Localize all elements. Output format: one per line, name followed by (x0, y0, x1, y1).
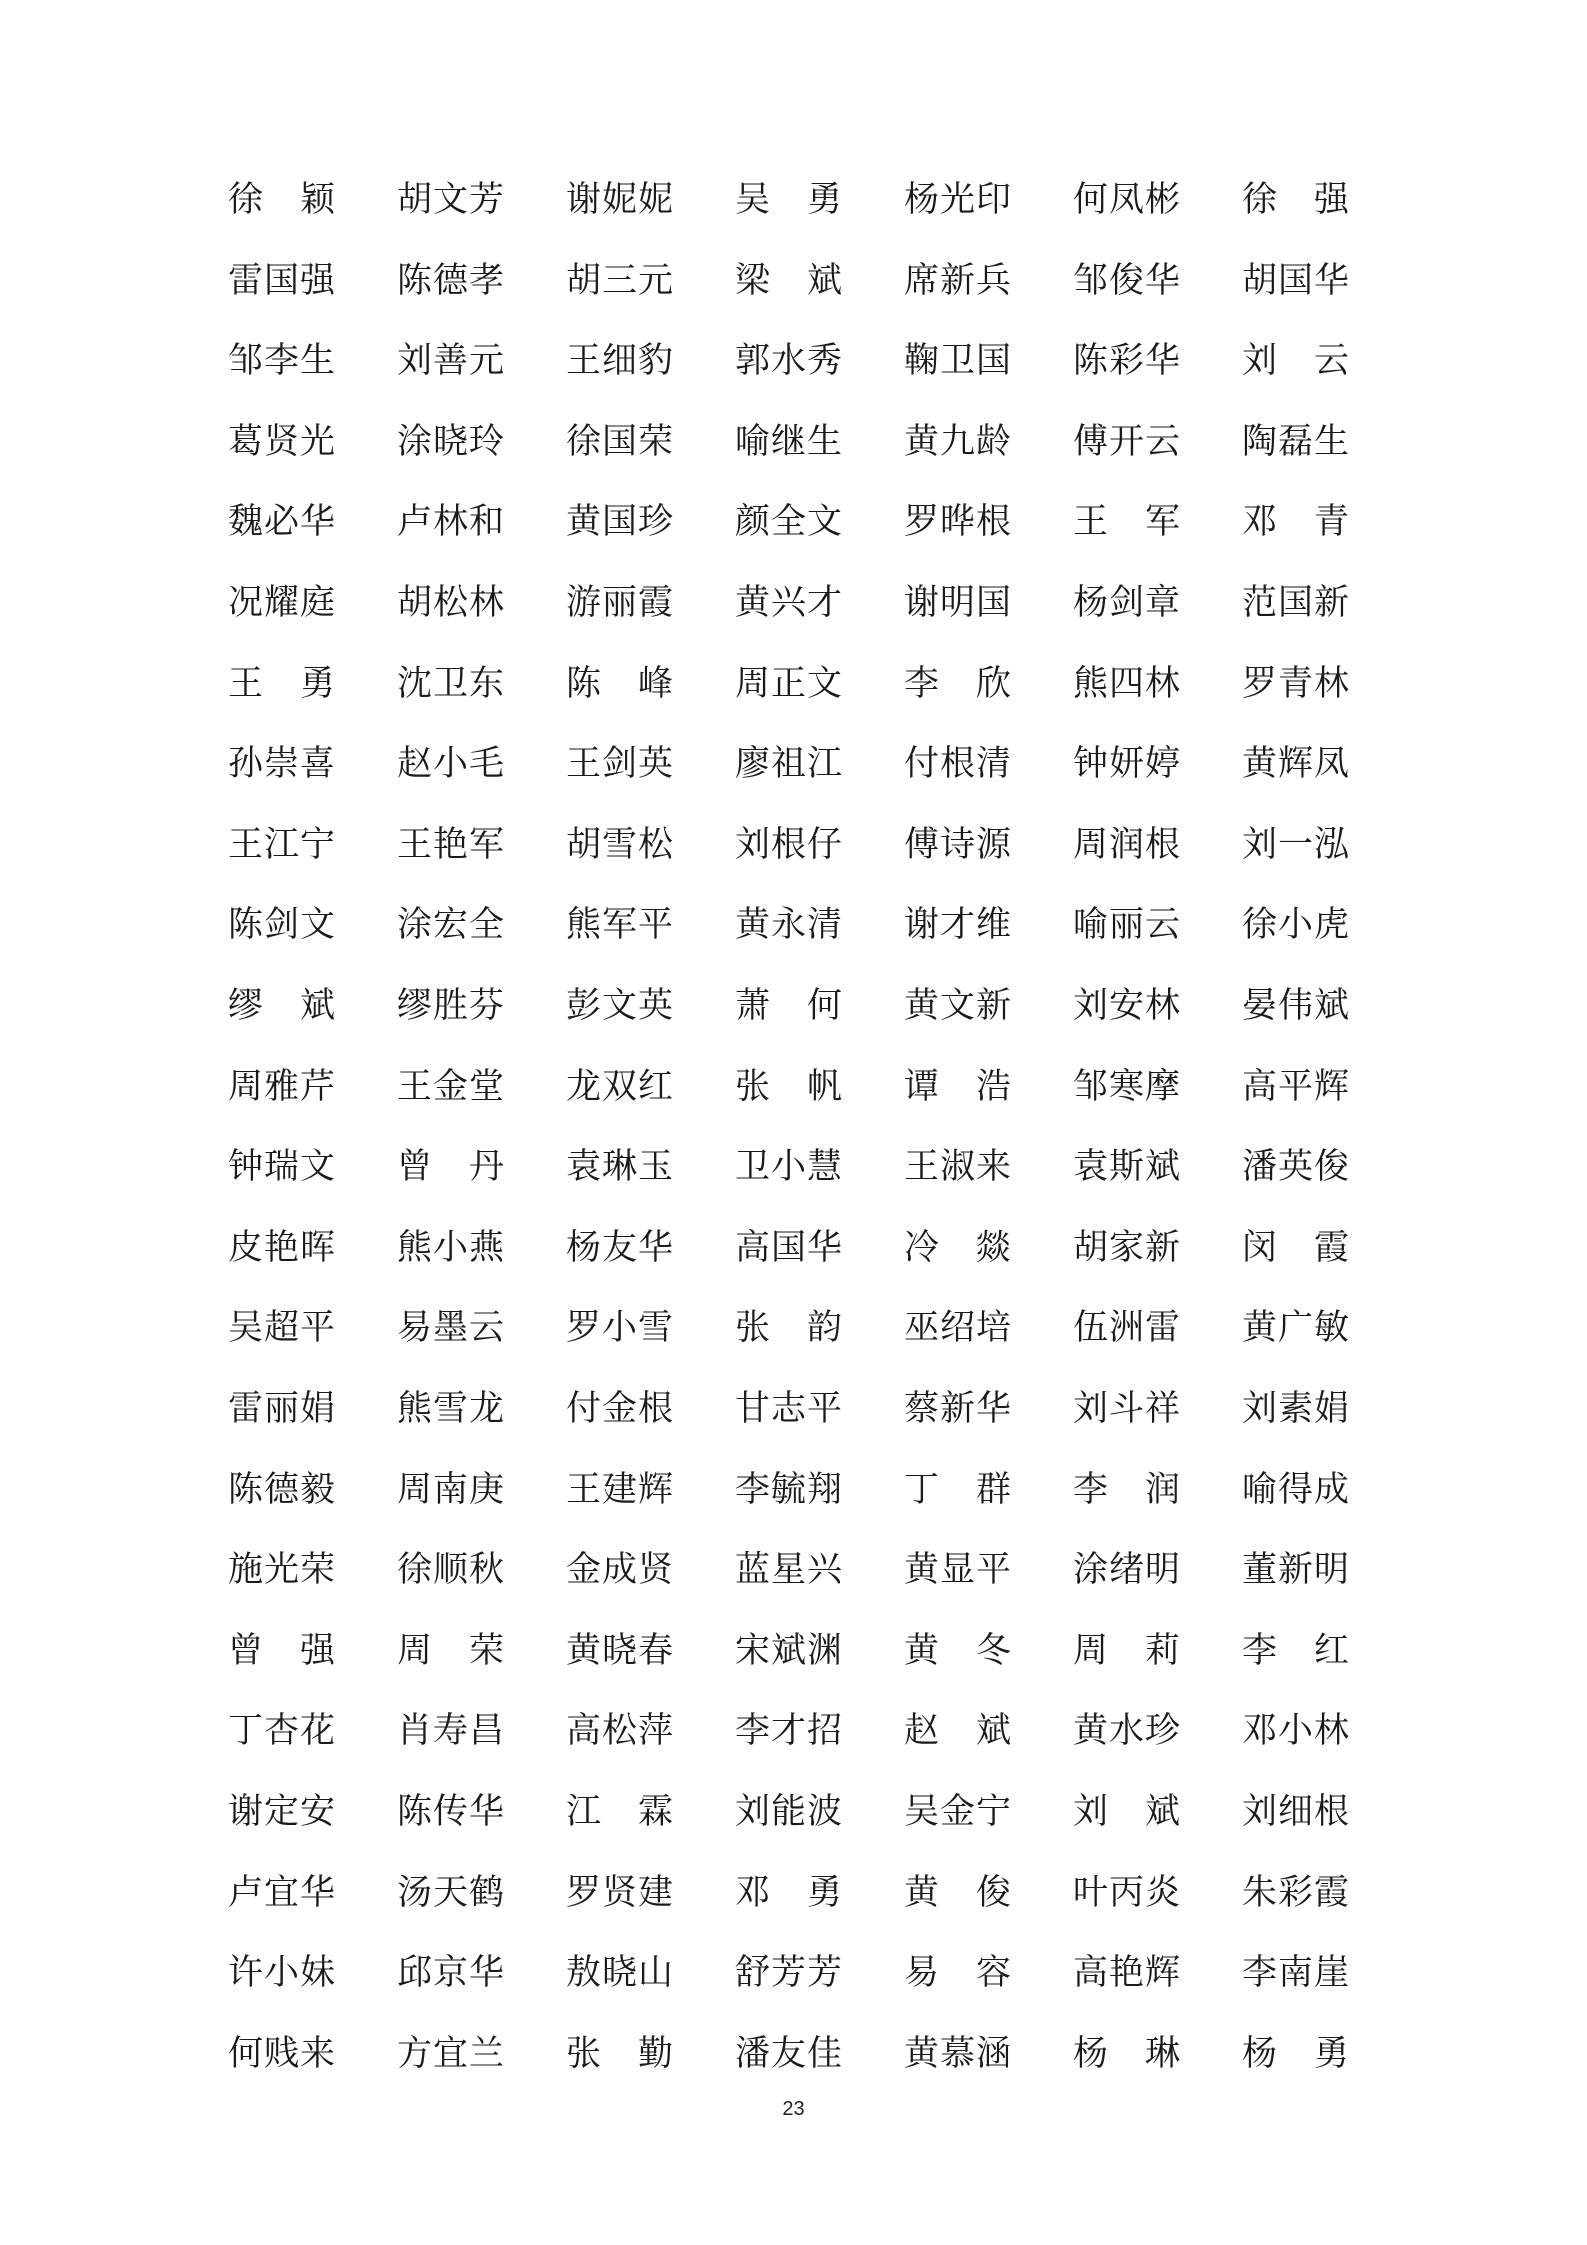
name-cell: 徐小虎 (1242, 905, 1351, 946)
name-cell: 黄 冬 (904, 1630, 1013, 1671)
name-cell: 李才招 (735, 1711, 844, 1752)
name-cell: 高艳辉 (1073, 1953, 1182, 1994)
name-cell: 胡松林 (397, 583, 506, 623)
name-row (0, 170, 1587, 230)
name-cell: 喻继生 (735, 421, 844, 462)
name-cell: 刘一泓 (1242, 824, 1351, 865)
name-cell: 缪 斌 (228, 986, 337, 1026)
name-cell: 周润根 (1073, 824, 1182, 865)
name-cell: 熊军平 (566, 905, 675, 946)
name-cell: 徐 颖 (228, 180, 337, 220)
name-cell: 肖寿昌 (397, 1711, 506, 1752)
name-cell: 谢定安 (228, 1792, 337, 1832)
name-cell: 陈剑文 (228, 905, 337, 946)
name-cell: 皮艳晖 (228, 1227, 337, 1268)
name-cell: 熊小燕 (397, 1227, 506, 1268)
name-cell: 黄 俊 (904, 1872, 1013, 1913)
name-cell: 何贱来 (228, 2033, 337, 2074)
name-cell: 涂晓玲 (397, 421, 506, 462)
name-row (0, 1943, 1587, 2003)
name-cell: 刘 斌 (1073, 1792, 1182, 1832)
name-cell: 徐顺秋 (397, 1550, 506, 1591)
name-cell: 何凤彬 (1073, 180, 1182, 220)
name-cell: 胡家新 (1073, 1227, 1182, 1268)
name-cell: 邓 青 (1242, 502, 1351, 543)
name-cell: 罗晔根 (904, 502, 1013, 543)
name-cell: 谢妮妮 (566, 180, 675, 220)
page-number: 23 (782, 2098, 805, 2120)
name-cell: 黄永清 (735, 905, 844, 946)
name-cell: 王金堂 (397, 1066, 506, 1107)
name-cell: 闵 霞 (1242, 1227, 1351, 1268)
name-cell: 葛贤光 (228, 421, 337, 462)
name-cell: 潘友佳 (735, 2033, 844, 2074)
name-cell: 廖祖江 (735, 744, 844, 785)
name-cell: 张 勤 (566, 2033, 675, 2074)
name-cell: 李毓翔 (735, 1469, 844, 1510)
name-cell: 刘善元 (397, 341, 506, 382)
name-cell: 邹李生 (228, 341, 337, 382)
name-row (0, 251, 1587, 311)
name-cell: 董新明 (1242, 1550, 1351, 1591)
name-cell: 朱彩霞 (1242, 1872, 1351, 1913)
name-cell: 席新兵 (904, 260, 1013, 301)
name-cell: 李 润 (1073, 1469, 1182, 1510)
name-cell: 刘斗祥 (1073, 1389, 1182, 1429)
name-cell: 涂绪明 (1073, 1550, 1182, 1591)
name-cell: 赵小毛 (397, 744, 506, 785)
name-cell: 胡三元 (566, 260, 675, 301)
name-cell: 张 韵 (735, 1308, 844, 1349)
name-cell: 曾 强 (228, 1630, 337, 1671)
name-cell: 王细豹 (566, 341, 675, 382)
name-row (0, 1137, 1587, 1197)
name-cell: 汤天鹤 (397, 1872, 506, 1913)
name-cell: 黄九龄 (904, 421, 1013, 462)
name-cell: 邱京华 (397, 1953, 506, 1994)
name-cell: 袁斯斌 (1073, 1147, 1182, 1188)
name-cell: 熊四林 (1073, 663, 1182, 704)
name-cell: 陈德毅 (228, 1469, 337, 1510)
name-cell: 罗青林 (1242, 663, 1351, 704)
name-cell: 雷丽娟 (228, 1389, 337, 1429)
name-cell: 谭 浩 (904, 1066, 1013, 1107)
name-cell: 卫小慧 (735, 1147, 844, 1188)
name-cell: 敖晓山 (566, 1953, 675, 1994)
name-row (0, 1057, 1587, 1117)
name-cell: 孙崇喜 (228, 744, 337, 785)
name-row (0, 331, 1587, 391)
name-cell: 杨光印 (904, 180, 1013, 220)
name-cell: 梁 斌 (735, 260, 844, 301)
name-cell: 钟妍婷 (1073, 744, 1182, 785)
name-cell: 陈传华 (397, 1792, 506, 1832)
name-cell: 彭文英 (566, 986, 675, 1026)
name-row (0, 492, 1587, 552)
name-cell: 谢才维 (904, 905, 1013, 946)
name-cell: 舒芳芳 (735, 1953, 844, 1994)
name-cell: 冷 燚 (904, 1227, 1013, 1268)
name-cell: 况耀庭 (228, 583, 337, 623)
name-cell: 宋斌渊 (735, 1630, 844, 1671)
name-cell: 王淑来 (904, 1147, 1013, 1188)
name-cell: 黄慕涵 (904, 2033, 1013, 2074)
name-cell: 杨 勇 (1242, 2033, 1351, 2074)
name-cell: 熊雪龙 (397, 1389, 506, 1429)
name-cell: 沈卫东 (397, 663, 506, 704)
name-cell: 傅开云 (1073, 421, 1182, 462)
name-cell: 徐国荣 (566, 421, 675, 462)
name-cell: 高平辉 (1242, 1066, 1351, 1107)
name-cell: 伍洲雷 (1073, 1308, 1182, 1349)
name-cell: 邹俊华 (1073, 260, 1182, 301)
name-cell: 高国华 (735, 1227, 844, 1268)
name-cell: 罗小雪 (566, 1308, 675, 1349)
name-row (0, 1379, 1587, 1439)
name-cell: 黄国珍 (566, 502, 675, 543)
name-cell: 范国新 (1242, 583, 1351, 623)
name-cell: 许小妹 (228, 1953, 337, 1994)
name-cell: 邓 勇 (735, 1872, 844, 1913)
name-cell: 刘素娟 (1242, 1389, 1351, 1429)
name-cell: 陈德孝 (397, 260, 506, 301)
name-cell: 黄显平 (904, 1550, 1013, 1591)
name-row (0, 1460, 1587, 1520)
name-cell: 罗贤建 (566, 1872, 675, 1913)
name-cell: 涂宏全 (397, 905, 506, 946)
name-row (0, 976, 1587, 1036)
name-cell: 傅诗源 (904, 824, 1013, 865)
name-cell: 袁琳玉 (566, 1147, 675, 1188)
name-cell: 胡国华 (1242, 260, 1351, 301)
name-cell: 李 红 (1242, 1630, 1351, 1671)
name-cell: 晏伟斌 (1242, 986, 1351, 1026)
name-cell: 萧 何 (735, 986, 844, 1026)
name-cell: 缪胜芬 (397, 986, 506, 1026)
name-row (0, 1621, 1587, 1681)
name-cell: 刘能波 (735, 1792, 844, 1832)
name-cell: 黄兴才 (735, 583, 844, 623)
name-cell: 陈 峰 (566, 663, 675, 704)
name-cell: 李 欣 (904, 663, 1013, 704)
name-cell: 徐 强 (1242, 180, 1351, 220)
name-row (0, 654, 1587, 714)
name-cell: 张 帆 (735, 1066, 844, 1107)
name-cell: 吴超平 (228, 1308, 337, 1349)
name-cell: 卢宜华 (228, 1872, 337, 1913)
name-cell: 胡雪松 (566, 824, 675, 865)
name-cell: 陈彩华 (1073, 341, 1182, 382)
name-cell: 喻丽云 (1073, 905, 1182, 946)
name-row (0, 1540, 1587, 1600)
name-cell: 蔡新华 (904, 1389, 1013, 1429)
name-cell: 杨剑章 (1073, 583, 1182, 623)
name-cell: 付根清 (904, 744, 1013, 785)
name-row (0, 1863, 1587, 1923)
name-row (0, 1782, 1587, 1842)
name-cell: 杨友华 (566, 1227, 675, 1268)
name-cell: 易墨云 (397, 1308, 506, 1349)
name-cell: 周 荣 (397, 1630, 506, 1671)
name-cell: 王建辉 (566, 1469, 675, 1510)
name-cell: 颜全文 (735, 502, 844, 543)
name-cell: 吴 勇 (735, 180, 844, 220)
name-cell: 高松萍 (566, 1711, 675, 1752)
name-cell: 黄广敏 (1242, 1308, 1351, 1349)
name-cell: 游丽霞 (566, 583, 675, 623)
name-cell: 黄辉凤 (1242, 744, 1351, 785)
name-cell: 雷国强 (228, 260, 337, 301)
name-cell: 周 莉 (1073, 1630, 1182, 1671)
name-cell: 潘英俊 (1242, 1147, 1351, 1188)
name-cell: 刘 云 (1242, 341, 1351, 382)
name-cell: 王 勇 (228, 663, 337, 704)
name-cell: 方宜兰 (397, 2033, 506, 2074)
name-cell: 黄晓春 (566, 1630, 675, 1671)
name-cell: 周南庚 (397, 1469, 506, 1510)
name-cell: 邹寒摩 (1073, 1066, 1182, 1107)
name-cell: 刘根仔 (735, 824, 844, 865)
name-cell: 卢林和 (397, 502, 506, 543)
name-row (0, 1218, 1587, 1278)
name-cell: 郭水秀 (735, 341, 844, 382)
name-cell: 黄文新 (904, 986, 1013, 1026)
name-cell: 王 军 (1073, 502, 1182, 543)
name-row (0, 412, 1587, 472)
name-cell: 喻得成 (1242, 1469, 1351, 1510)
name-cell: 付金根 (566, 1389, 675, 1429)
name-cell: 胡文芳 (397, 180, 506, 220)
name-cell: 丁 群 (904, 1469, 1013, 1510)
name-cell: 李南崖 (1242, 1953, 1351, 1994)
name-cell: 蓝星兴 (735, 1550, 844, 1591)
name-cell: 谢明国 (904, 583, 1013, 623)
name-cell: 叶丙炎 (1073, 1872, 1182, 1913)
name-cell: 曾 丹 (397, 1147, 506, 1188)
name-cell: 龙双红 (566, 1066, 675, 1107)
name-cell: 刘安林 (1073, 986, 1182, 1026)
name-cell: 巫绍培 (904, 1308, 1013, 1349)
name-cell: 鞠卫国 (904, 341, 1013, 382)
name-cell: 杨 琳 (1073, 2033, 1182, 2074)
name-cell: 邓小林 (1242, 1711, 1351, 1752)
name-row (0, 1701, 1587, 1761)
name-row (0, 815, 1587, 875)
name-cell: 江 霖 (566, 1792, 675, 1832)
name-cell: 金成贤 (566, 1550, 675, 1591)
name-row (0, 895, 1587, 955)
name-cell: 周雅芹 (228, 1066, 337, 1107)
name-cell: 甘志平 (735, 1389, 844, 1429)
name-cell: 王剑英 (566, 744, 675, 785)
name-cell: 赵 斌 (904, 1711, 1013, 1752)
name-cell: 王江宁 (228, 824, 337, 865)
name-cell: 刘细根 (1242, 1792, 1351, 1832)
name-cell: 魏必华 (228, 502, 337, 543)
name-cell: 黄水珍 (1073, 1711, 1182, 1752)
name-cell: 王艳军 (397, 824, 506, 865)
name-cell: 周正文 (735, 663, 844, 704)
name-row (0, 734, 1587, 794)
name-cell: 丁杏花 (228, 1711, 337, 1752)
name-cell: 钟瑞文 (228, 1147, 337, 1188)
name-row (0, 1298, 1587, 1358)
name-cell: 吴金宁 (904, 1792, 1013, 1832)
name-cell: 陶磊生 (1242, 421, 1351, 462)
name-cell: 易 容 (904, 1953, 1013, 1994)
name-cell: 施光荣 (228, 1550, 337, 1591)
name-row (0, 573, 1587, 633)
name-row (0, 2024, 1587, 2084)
